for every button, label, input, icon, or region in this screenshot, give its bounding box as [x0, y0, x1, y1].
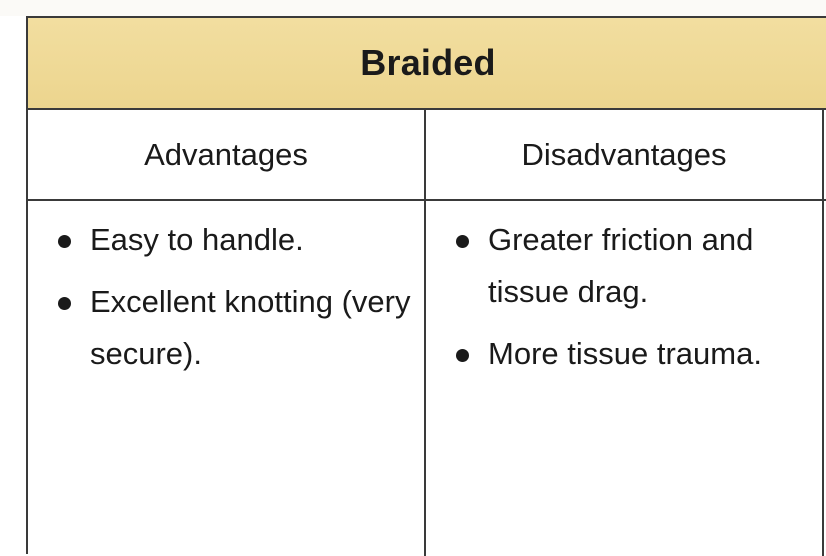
column-divider — [424, 110, 426, 556]
list-item — [456, 214, 816, 318]
disadvantages-list — [456, 214, 816, 390]
list-item-text: More tissue trauma. — [488, 336, 762, 371]
page-margin — [0, 0, 826, 16]
bullet-icon — [456, 235, 469, 248]
table-right-border — [822, 110, 824, 556]
table-title: Braided — [360, 42, 496, 83]
disadvantages-heading: Disadvantages — [521, 136, 727, 172]
list-item-text: Easy to handle. — [90, 222, 304, 257]
subheading-divider — [28, 199, 826, 201]
list-item-text: Excellent knotting (very secure). — [90, 284, 411, 371]
advantages-list — [58, 214, 418, 390]
advantages-heading: Advantages — [144, 136, 308, 172]
list-item — [58, 276, 418, 380]
list-item — [456, 328, 816, 380]
list-item-text: Greater friction and tissue drag. — [488, 222, 754, 309]
list-item — [58, 214, 418, 266]
comparison-table — [26, 16, 826, 554]
table-header — [28, 18, 826, 110]
bullet-icon — [58, 297, 71, 310]
bullet-icon — [58, 235, 71, 248]
bullet-icon — [456, 349, 469, 362]
